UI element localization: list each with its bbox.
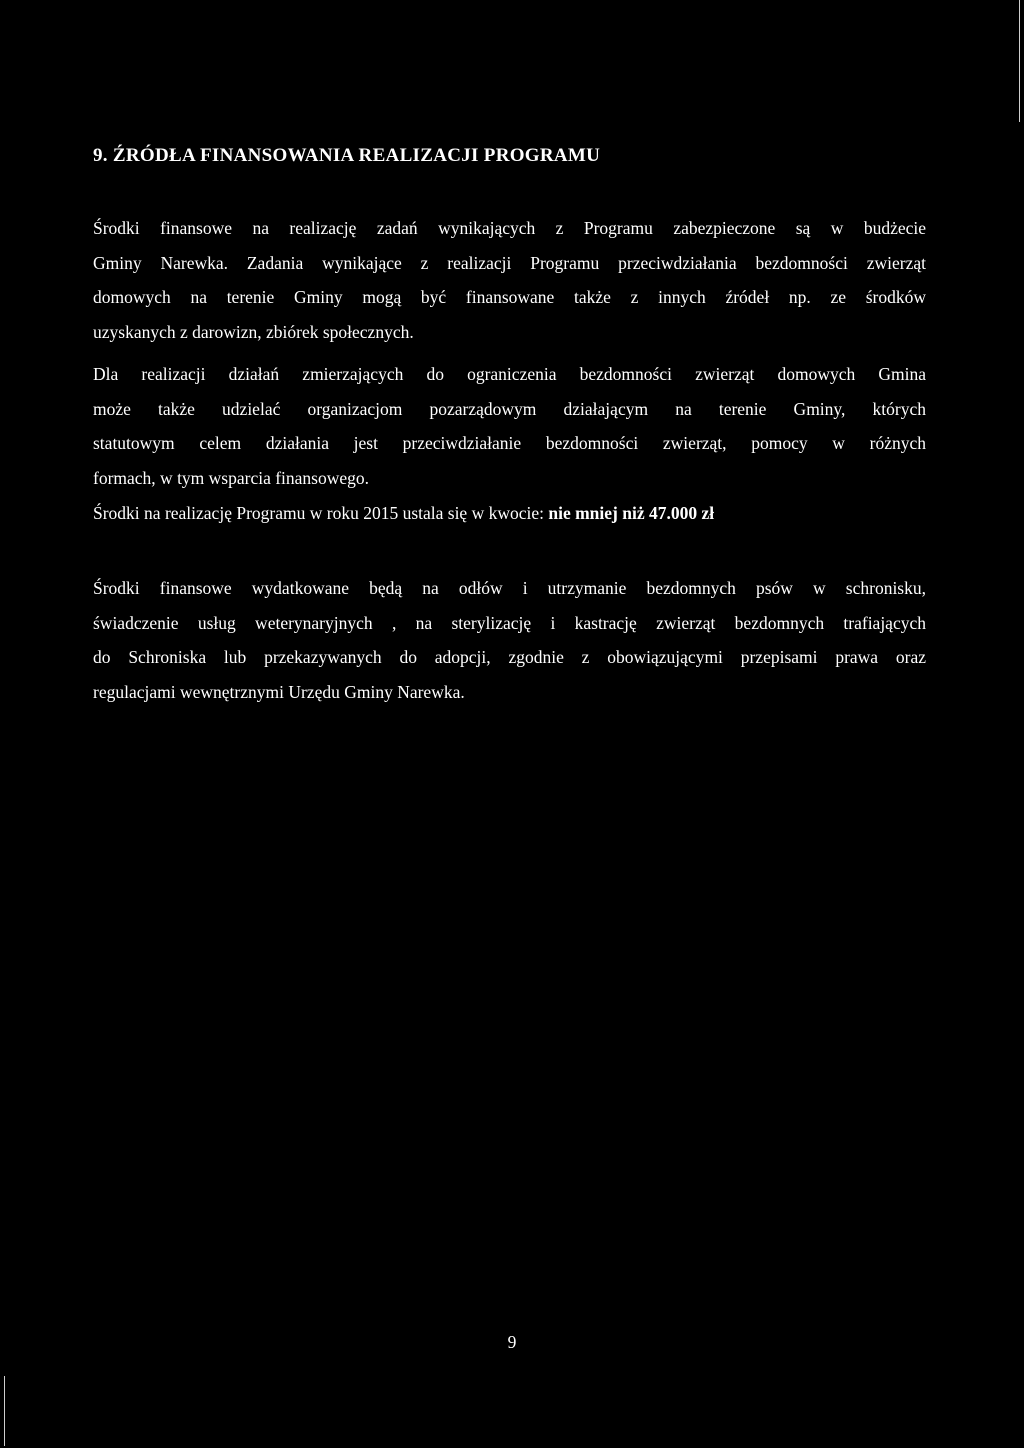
page-number: 9 [507, 1332, 517, 1352]
paragraph-expenditures [93, 571, 926, 709]
paragraph-line: do Schroniska lub przekazywanych do adopcji, zgodnie z obowiązującymi przepisami prawa oraz [93, 647, 926, 667]
paragraph-line: regulacjami wewnętrznymi Urzędu Gminy Narewka. [93, 681, 465, 702]
paragraph-ngo-support [93, 357, 926, 495]
scan-edge-line-top [1019, 0, 1020, 122]
paragraph-line: świadczenie usług weterynaryjnych , na sterylizację i kastrację zwierząt bezdomnych trafiających [93, 612, 926, 633]
paragraph-budget-amount [93, 496, 926, 531]
paragraph-funding-sources [93, 211, 926, 349]
paragraph-line: uzyskanych z darowizn, zbiórek społecznych. [93, 321, 414, 342]
paragraph-line: może także udzielać organizacjom pozarządowym działającym na terenie Gminy, których [93, 398, 926, 419]
paragraph-line: Gminy Narewka. Zadania wynikające z realizacji Programu przeciwdziałania bezdomności zwierząt [93, 252, 926, 273]
section-heading: 9. ŹRÓDŁA FINANSOWANIA REALIZACJI PROGRAMU [93, 145, 601, 166]
scan-edge-line-bottom [4, 1376, 5, 1446]
paragraph-line [93, 496, 926, 531]
paragraph-line: Dla realizacji działań zmierzających do ograniczenia bezdomności zwierząt domowych Gmina [93, 364, 926, 384]
paragraph-line: statutowym celem działania jest przeciwdziałanie bezdomności zwierząt, pomocy w różnych [93, 433, 926, 453]
paragraph-line: Środki finansowe wydatkowane będą na odłów i utrzymanie bezdomnych psów w schronisku, [93, 578, 926, 598]
budget-amount: nie mniej niż 47.000 zł [548, 503, 715, 523]
paragraph-line: Środki finansowe na realizację zadań wynikających z Programu zabezpieczone są w budżecie [93, 218, 926, 238]
budget-text: Środki na realizację Programu w roku 2015 ustala się w kwocie: [93, 503, 549, 523]
paragraph-line: domowych na terenie Gminy mogą być finansowane także z innych źródeł np. ze środków [93, 287, 926, 307]
paragraph-line: formach, w tym wsparcia finansowego. [93, 467, 370, 488]
